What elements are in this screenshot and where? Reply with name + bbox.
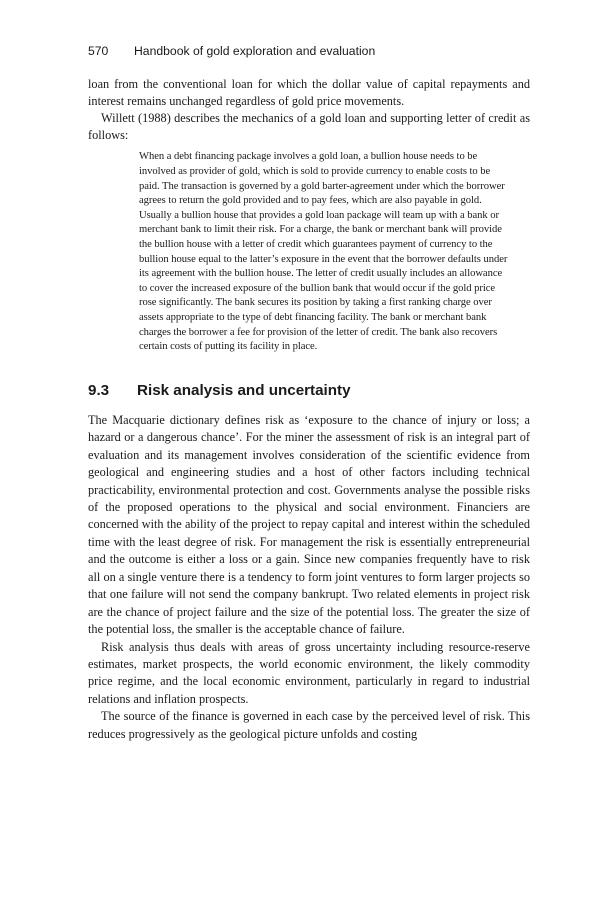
paragraph-willett-intro: Willett (1988) describes the mechanics of a gold loan and supporting letter of credit as follows: <box>88 111 530 143</box>
section-heading <box>88 382 530 400</box>
paragraph-risk-analysis: Risk analysis thus deals with areas of gross uncertainty including resource-reserve estimates, market prospects, the world economic environment, the likely commodity price regime, and the local economic environment, particularly in regard to industrial relations and inflation prospects. <box>88 639 530 706</box>
block-quote-willett: When a debt financing package involves a gold loan, a bullion house needs to be involved as provider of gold, which is sold to provide currency to enable costs to be paid. The transaction is governed by a gold barter-agreement under which the borrower agrees to return the gold provided and to pay fees, which are also payable in gold. Usually a bullion house that provides a gold loan package will team up with a bank or merchant bank to limit their risk. For a charge, the bank or merchant bank will provide the bullion house with a letter of credit which guarantees payment of currency to the bullion house equal to the latter’s exposure in the event that the borrower defaults under its agreement with the bullion house. The letter of credit usually includes an allowance to cover the increased exposure of the bullion bank that would occur if the gold price rose significantly. The bank secures its position by taking a first ranking charge over assets appropriate to the type of debt financing facility. The bank or merchant bank charges the borrower a fee for provision of the letter of credit. The bank also recovers certain costs of putting its facility in place. <box>139 151 508 353</box>
book-title: Handbook of gold exploration and evaluation <box>134 44 376 58</box>
running-head <box>88 44 375 58</box>
section-number: 9.3 <box>88 381 110 399</box>
paragraph-loan-continuation: loan from the conventional loan for which the dollar value of capital repayments and interest remains unchanged regardless of gold price movements. <box>88 77 530 109</box>
body-text <box>88 76 530 743</box>
paragraph-risk-definition: The Macquarie dictionary defines risk as ‘exposure to the chance of injury or loss; a hazard or a dangerous chance’. For the miner the assessment of risk is an integral part of evaluation and its management involves consideration of the scientific evidence from geological and engineering studies and a host of other factors including technical practicability, environmental protection and cost. Governments analyse the possible risks of the proposed operations to the physical and social environment. Financiers are concerned with the ability of the project to repay capital and interest within the scheduled time with the least degree of risk. For management the risk is essentially entrepreneurial and the outcome is either a loss or a gain. Since new companies frequently have to risk all on a single venture there is a tendency to form joint ventures to form larger projects so that one failure will not send the company bankrupt. Two related elements in project risk are the chance of project failure and the size of the potential loss. The greater the size of the potential loss, the smaller is the acceptable chance of failure. <box>88 412 530 637</box>
section-title: Risk analysis and uncertainty <box>137 381 351 399</box>
paragraph-finance-source: The source of the finance is governed in each case by the perceived level of risk. This reduces progressively as the geological picture unfolds and costing <box>88 709 530 741</box>
page-number: 570 <box>88 44 109 58</box>
